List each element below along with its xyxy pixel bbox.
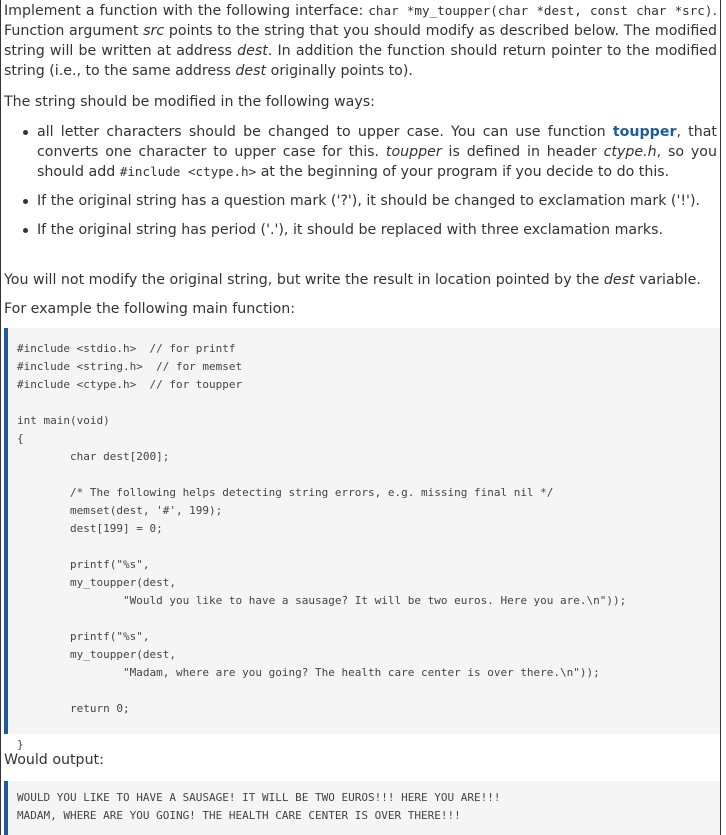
code-example-block [4, 328, 720, 751]
code-line [17, 718, 626, 736]
code-line: printf("%s", [17, 630, 150, 643]
rule-uppercase: all letter characters should be changed to upper case. You can use function toupper, that converts one character to upper case for this. toupper is defined in header ctype.h, so you should add #include <ctype.h> at the beginning of your program if you decide to do this. [1, 122, 717, 182]
code-line: char dest[200]; [17, 450, 170, 463]
code-line [17, 610, 626, 628]
note-paragraph: You will not modify the original string, but write the result in location pointed by the dest variable. [4, 272, 701, 288]
src-param: src [143, 23, 165, 39]
code-line: } [17, 738, 24, 751]
function-signature: char *my_toupper(char *dest, const char *src) [368, 3, 713, 18]
rule-question-mark: If the original string has a question mark ('?'), it should be changed to exclamation mark ('!'). [1, 191, 717, 211]
intro-text: . In addition the function should return pointer to the modified string (i.e., to the same address [4, 43, 717, 79]
rules-list [1, 122, 717, 240]
code-line: #include <ctype.h> // for toupper [17, 378, 243, 391]
code-line: "Madam, where are you going? The health care center is over there.\n")); [17, 666, 600, 679]
code-line [17, 394, 626, 412]
include-directive: #include <ctype.h> [119, 164, 257, 179]
header-name: ctype.h [603, 144, 657, 160]
bullet-icon [23, 199, 28, 204]
code-listing [17, 340, 626, 754]
code-line: { [17, 432, 24, 445]
bullet-icon [23, 130, 28, 135]
code-line [17, 538, 626, 556]
code-line: my_toupper(dest, [17, 648, 176, 661]
code-line: return 0; [17, 702, 130, 715]
code-line: int main(void) [17, 414, 110, 427]
code-line: "Would you like to have a sausage? It will be two euros. Here you are.\n")); [17, 594, 627, 607]
dest-param: dest [237, 43, 268, 59]
dest-param: dest [603, 272, 635, 288]
code-line: memset(dest, '#', 199); [17, 504, 223, 517]
intro-text: Implement a function with the following interface: [4, 3, 369, 19]
code-line: my_toupper(dest, [17, 576, 176, 589]
code-line: dest[199] = 0; [17, 522, 163, 535]
output-listing [17, 789, 500, 825]
toupper-link[interactable]: toupper [612, 124, 677, 140]
code-line: /* The following helps detecting string errors, e.g. missing final nil */ [17, 486, 554, 499]
intro-text: originally points to). [266, 63, 413, 79]
code-line: #include <string.h> // for memset [17, 360, 243, 373]
example-heading: For example the following main function: [4, 301, 296, 317]
output-block [4, 781, 720, 835]
rule-period: If the original string has period ('.'), it should be replaced with three exclamation marks. [1, 220, 717, 240]
intro-paragraph [4, 1, 717, 81]
dest-param: dest [235, 63, 267, 79]
modify-heading: The string should be modified in the following ways: [4, 94, 375, 110]
output-line: MADAM, WHERE ARE YOU GOING! THE HEALTH CARE CENTER IS OVER THERE!!! [17, 809, 461, 822]
code-line: #include <stdio.h> // for printf [17, 342, 236, 355]
output-heading: Would output: [4, 752, 104, 768]
intro-text: points to the string that you should modify as described below. The modified string will be written at address [4, 23, 717, 59]
bullet-icon [23, 228, 28, 233]
code-line: printf("%s", [17, 558, 150, 571]
code-line [17, 466, 626, 484]
code-line [17, 682, 626, 700]
output-line: WOULD YOU LIKE TO HAVE A SAUSAGE! IT WILL BE TWO EUROS!!! HERE YOU ARE!!! [17, 791, 501, 804]
intro-text: . Function argument [4, 3, 717, 39]
